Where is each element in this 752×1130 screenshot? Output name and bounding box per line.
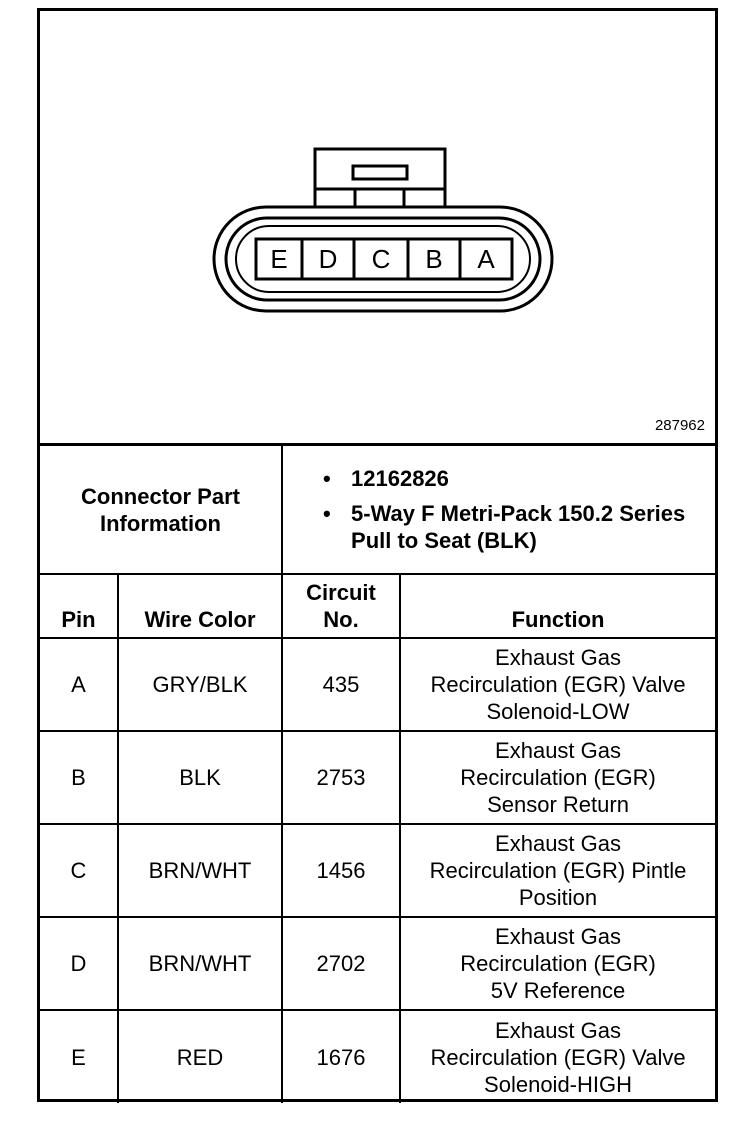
pin-label-c: C bbox=[371, 244, 391, 274]
pin-label-d: D bbox=[318, 244, 338, 274]
part-info-list bbox=[282, 446, 715, 574]
connector-lock-slot bbox=[353, 166, 407, 179]
connector-illustration bbox=[40, 11, 715, 443]
pin-cell: A bbox=[40, 638, 118, 731]
part-number: • 12162826 bbox=[323, 465, 707, 492]
circuit-cell: 2753 bbox=[282, 731, 400, 824]
connector-table bbox=[40, 446, 715, 1103]
figure-id: 287962 bbox=[654, 417, 705, 434]
wire-color-cell: BRN/WHT bbox=[118, 917, 282, 1010]
header-circuit: Circuit No. bbox=[282, 574, 400, 638]
function-cell: Exhaust Gas Recirculation (EGR) Valve Solenoid-HIGH bbox=[400, 1010, 715, 1103]
wire-color-cell: BLK bbox=[118, 731, 282, 824]
wire-color-cell: BRN/WHT bbox=[118, 824, 282, 917]
header-pin: Pin bbox=[40, 574, 118, 638]
circuit-cell: 1676 bbox=[282, 1010, 400, 1103]
connector-diagram bbox=[40, 11, 715, 446]
table-row bbox=[40, 1010, 715, 1103]
circuit-cell: 1456 bbox=[282, 824, 400, 917]
wire-color-cell: RED bbox=[118, 1010, 282, 1103]
function-cell: Exhaust Gas Recirculation (EGR) 5V Reference bbox=[400, 917, 715, 1010]
header-wire-color: Wire Color bbox=[118, 574, 282, 638]
pin-cell: C bbox=[40, 824, 118, 917]
function-cell: Exhaust Gas Recirculation (EGR) Sensor Return bbox=[400, 731, 715, 824]
function-cell: Exhaust Gas Recirculation (EGR) Valve Solenoid-LOW bbox=[400, 638, 715, 731]
part-info-label: Connector Part Information bbox=[40, 446, 282, 574]
pin-cell: B bbox=[40, 731, 118, 824]
table-row bbox=[40, 731, 715, 824]
part-info-row bbox=[40, 446, 715, 574]
header-row bbox=[40, 574, 715, 638]
circuit-cell: 435 bbox=[282, 638, 400, 731]
pin-cell: E bbox=[40, 1010, 118, 1103]
wire-color-cell: GRY/BLK bbox=[118, 638, 282, 731]
table-row bbox=[40, 917, 715, 1010]
pin-label-b: B bbox=[425, 244, 443, 274]
pin-label-a: A bbox=[477, 244, 495, 274]
pin-cell: D bbox=[40, 917, 118, 1010]
table-row bbox=[40, 638, 715, 731]
part-description: • 5-Way F Metri-Pack 150.2 Series Pull to Seat (BLK) bbox=[323, 500, 707, 554]
connector-sheet bbox=[37, 8, 718, 1102]
header-function: Function bbox=[400, 574, 715, 638]
table-row bbox=[40, 824, 715, 917]
pin-label-e: E bbox=[270, 244, 288, 274]
circuit-cell: 2702 bbox=[282, 917, 400, 1010]
function-cell: Exhaust Gas Recirculation (EGR) Pintle Position bbox=[400, 824, 715, 917]
